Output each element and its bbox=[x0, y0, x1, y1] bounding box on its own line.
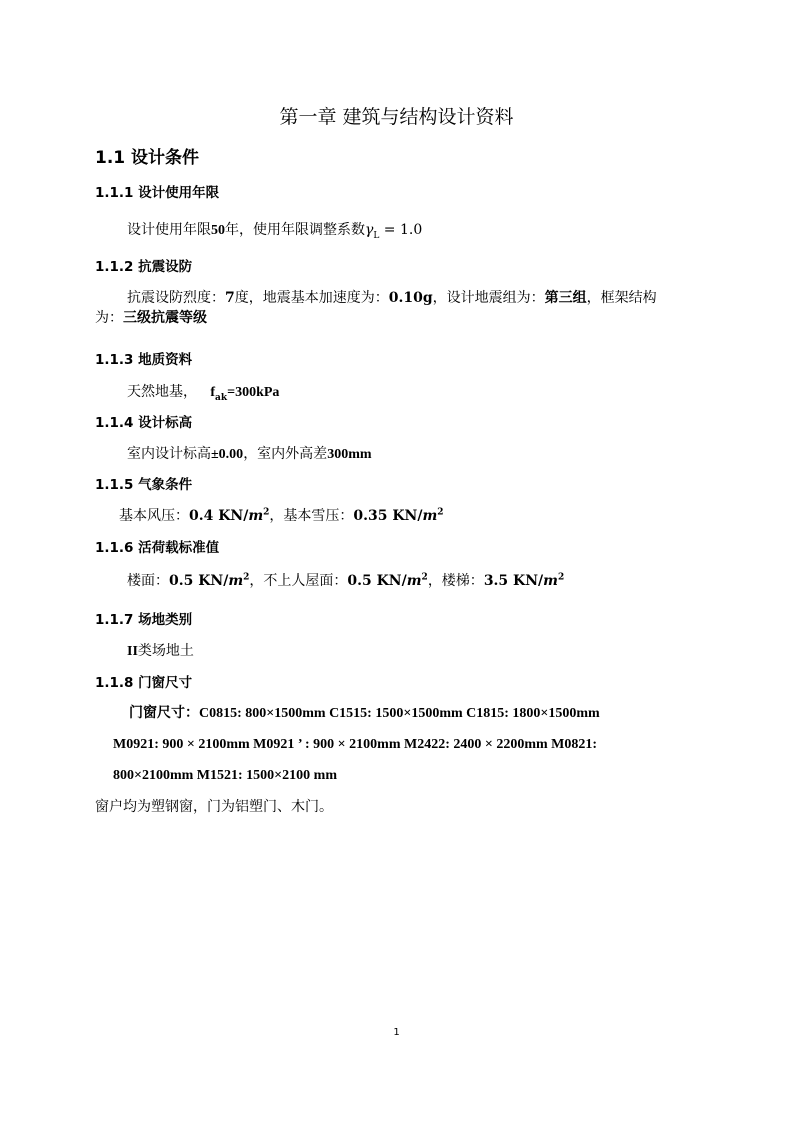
para-elevation bbox=[127, 444, 372, 465]
doors-note: 窗户均为塑钢窗，门为铝塑门、木门。 bbox=[95, 799, 333, 815]
text: 设计使用年限 bbox=[127, 222, 211, 238]
math-value bbox=[347, 573, 427, 589]
text: 年，使用年限调整系数 bbox=[225, 222, 365, 238]
unit-m: m bbox=[406, 573, 422, 589]
text: ，不上人屋面： bbox=[249, 573, 348, 589]
value: 50 bbox=[211, 223, 225, 238]
superscript: 2 bbox=[557, 572, 565, 583]
value: II bbox=[127, 644, 138, 659]
heading-1-1-7: 1.1.7 场地类别 bbox=[95, 612, 193, 628]
gamma-symbol: γ bbox=[365, 222, 374, 238]
text: ，楼梯： bbox=[427, 573, 484, 589]
heading-1-1-6: 1.1.6 活荷载标准值 bbox=[95, 540, 220, 556]
heading-1-1-4: 1.1.4 设计标高 bbox=[95, 415, 193, 431]
text: 抗震设防烈度： bbox=[127, 290, 225, 306]
superscript: 2 bbox=[263, 507, 270, 518]
math-value bbox=[484, 573, 564, 589]
section-heading: 1.1 设计条件 bbox=[95, 148, 200, 168]
superscript: 2 bbox=[421, 572, 428, 583]
text: 天然地基， bbox=[127, 384, 211, 400]
heading-1-1-2: 1.1.2 抗震设防 bbox=[95, 259, 193, 275]
value: 0.4 KN/ bbox=[189, 508, 249, 524]
unit-m: m bbox=[228, 573, 244, 589]
value: ±0.00 bbox=[211, 447, 244, 462]
para-seismic bbox=[95, 288, 717, 328]
para-live-load bbox=[127, 571, 564, 591]
doors-line-2: M0921: 900 × 2100mm M0921 ’ : 900 × 2100mm M2422: 2400 × 2200mm M0821: bbox=[113, 737, 598, 752]
text: ，基本雪压： bbox=[269, 508, 354, 524]
text: ，设计地震组为： bbox=[432, 290, 545, 306]
gamma-subscript: L bbox=[373, 230, 380, 241]
superscript: 2 bbox=[243, 572, 250, 583]
value: 三级抗震等级 bbox=[123, 310, 207, 326]
para-geology bbox=[127, 382, 279, 403]
text: 室内设计标高 bbox=[127, 446, 211, 462]
value: 0.5 KN/ bbox=[347, 573, 407, 589]
value: 0.10g bbox=[388, 290, 433, 306]
heading-1-1-1: 1.1.1 设计使用年限 bbox=[95, 185, 220, 201]
text: 度，地震基本加速度为： bbox=[234, 290, 389, 306]
doors-line-1: 门窗尺寸：C0815: 800×1500mm C1515: 1500×1500mm C1815: 1800×1500mm bbox=[129, 706, 600, 721]
para-service-life bbox=[127, 220, 422, 241]
math-value bbox=[353, 508, 443, 524]
value: 7 bbox=[225, 290, 235, 306]
text: ，框架结构 bbox=[586, 290, 657, 306]
text: 类场地土 bbox=[137, 643, 194, 659]
subscript: ak bbox=[215, 392, 228, 403]
text: 为： bbox=[95, 310, 123, 326]
para-site-class bbox=[127, 641, 194, 662]
unit-m: m bbox=[248, 508, 264, 524]
equation: = 1.0 bbox=[379, 222, 423, 238]
superscript: 2 bbox=[437, 507, 444, 518]
text: ，室内外高差 bbox=[243, 446, 328, 462]
text bbox=[63, 308, 207, 328]
doors-line-3: 800×2100mm M1521: 1500×2100 mm bbox=[113, 768, 337, 783]
value: 0.35 KN/ bbox=[353, 508, 423, 524]
math-value bbox=[169, 573, 249, 589]
text: 基本风压： bbox=[119, 508, 189, 524]
chapter-title: 第一章 建筑与结构设计资料 bbox=[279, 106, 514, 128]
heading-1-1-8: 1.1.8 门窗尺寸 bbox=[95, 675, 193, 691]
value: =300kPa bbox=[227, 385, 280, 400]
heading-1-1-3: 1.1.3 地质资料 bbox=[95, 352, 193, 368]
value: 3.5 KN/ bbox=[483, 573, 544, 589]
para-climate bbox=[119, 506, 444, 526]
value: 300mm bbox=[327, 447, 372, 462]
value: 第三组 bbox=[544, 290, 587, 306]
value: f bbox=[210, 385, 216, 400]
text: 楼面： bbox=[127, 573, 169, 589]
page-number: 1 bbox=[393, 1027, 400, 1038]
value: 0.5 KN/ bbox=[169, 573, 229, 589]
heading-1-1-5: 1.1.5 气象条件 bbox=[95, 477, 193, 493]
unit-m: m bbox=[543, 573, 558, 589]
math-value bbox=[189, 508, 269, 524]
unit-m: m bbox=[422, 508, 438, 524]
